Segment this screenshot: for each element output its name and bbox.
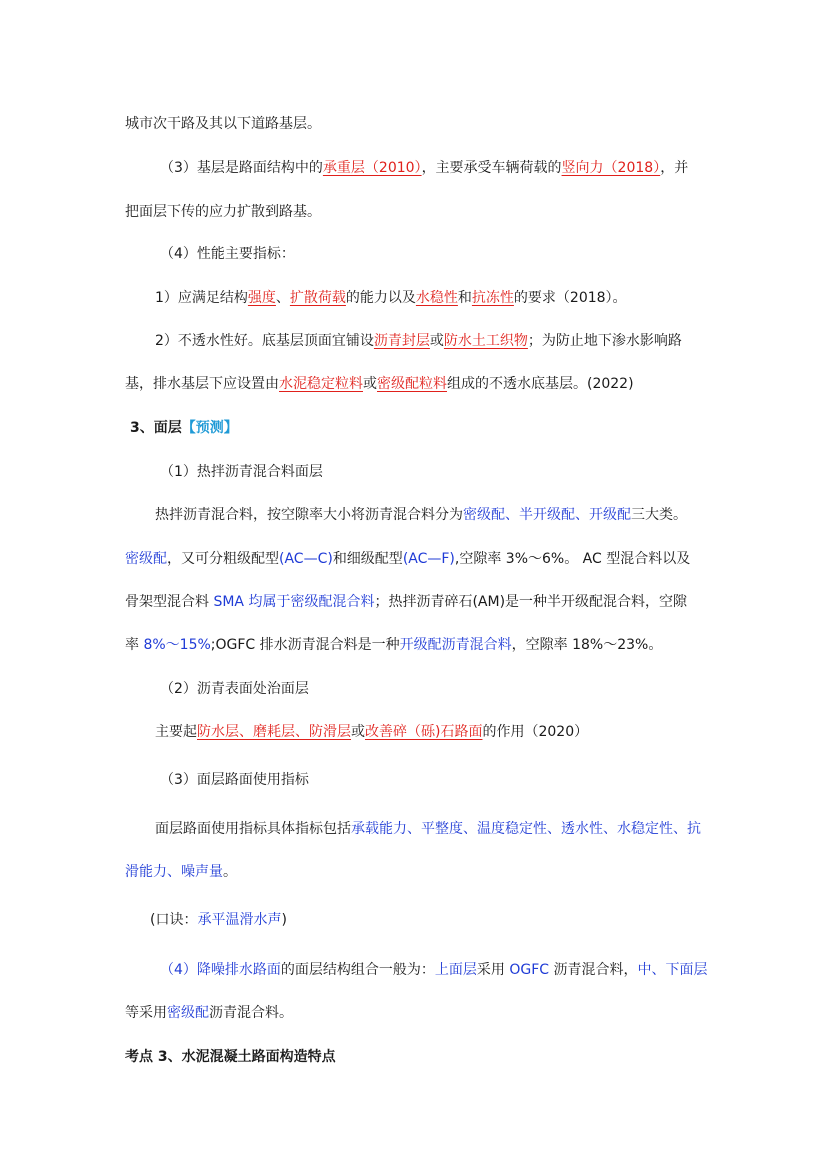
key-term-underlined: 承重层（2010） [322,160,422,176]
key-term-underlined: 防水土工织物 [443,333,528,349]
topic-heading [125,1047,336,1067]
key-term-underlined: 水稳性 [415,290,458,306]
highlight-term: 中、下面层 [637,962,708,978]
highlight-term: SMA 均属于密级配混合料 [213,594,375,610]
highlight-term: (AC—C) [279,551,333,567]
text-run: ；热拌沥青碎石(AM)是一种半开级配混合料，空隙 [374,594,688,610]
text-run: 主要起 [155,724,197,740]
paragraph-line [125,114,321,134]
key-term-underlined: 抗冻性 [471,290,514,306]
text-run: （2）沥青表面处治面层 [160,681,309,697]
text-run: 骨架型混合料 [125,594,214,610]
text-run: （4）性能主要指标： [160,246,295,262]
paragraph-line [155,331,682,351]
text-run: 考点 3、水泥混凝土路面构造特点 [125,1049,336,1065]
highlight-term: 上面层 [434,962,477,978]
paragraph-line [155,505,687,525]
text-run: （3）基层是路面结构中的 [160,160,323,176]
highlight-term: 开级配沥青混合料 [399,637,512,653]
paragraph-line [125,862,237,882]
text-run: 三大类。 [631,507,687,523]
paragraph-line [125,592,687,612]
key-term-underlined: 防水层、磨耗层、防滑层 [197,724,351,740]
highlight-term: 8%～15% [143,637,211,653]
text-run: ，主要承受车辆荷载的 [421,160,562,176]
paragraph-line [155,819,701,839]
text-run: ) [281,912,287,928]
text-run: 的作用（2020） [482,724,589,740]
text-run: ,空隙率 3%～6%。 AC 型混合料以及 [454,551,691,567]
key-term-underlined: 扩散荷载 [289,290,346,306]
paragraph-line [160,158,688,178]
paragraph-line [155,722,588,742]
text-run: 基，排水基层下应设置由 [125,376,279,392]
text-run: 把面层下传的应力扩散到路基。 [125,204,321,220]
highlight-term: 承载能力、平整度、温度稳定性、透水性、水稳定性、抗 [351,821,701,837]
text-run: 沥青混合料。 [209,1005,293,1021]
paragraph-line [125,635,662,655]
paragraph-line [125,202,321,222]
subsection-heading [160,770,309,790]
text-run: 和 [457,290,472,306]
paragraph-line [125,549,690,569]
paragraph-line [160,960,708,980]
text-run: ，空隙率 18%～23%。 [511,637,663,653]
text-run: 或 [429,333,444,349]
mnemonic-line [150,910,287,930]
text-run: 面层路面使用指标具体指标包括 [155,821,351,837]
text-run: 1）应满足结构 [155,290,248,306]
paragraph-line [155,288,627,308]
text-run: 或 [363,376,377,392]
key-term-underlined: 密级配粒料 [377,376,447,392]
highlight-term: 密级配、半开级配、开级配 [463,507,631,523]
text-run: 和细级配型 [332,551,403,567]
highlight-term: 承平温滑水声 [197,912,282,928]
key-term-underlined: 竖向力（2018） [561,160,661,176]
text-run: （3）面层路面使用指标 [160,772,309,788]
key-term-underlined: 强度 [247,290,276,306]
tag-label: 【预测】 [181,420,238,436]
text-run: 3、面层 [130,420,182,436]
text-run: 。 [223,864,237,880]
text-run: （1）热拌沥青混合料面层 [160,464,323,480]
subsection-heading [160,679,309,699]
text-run: 2）不透水性好。底基层顶面宜铺设 [155,333,374,349]
key-term-underlined: 改善碎（砾)石路面 [365,724,483,740]
text-run: 率 [125,637,144,653]
highlight-term: (AC—F) [402,551,455,567]
highlight-term: 滑能力、噪声量 [125,864,223,880]
text-run: (口诀： [150,912,198,928]
key-term-underlined: 沥青封层 [373,333,430,349]
subsection-heading [160,462,323,482]
text-run: 或 [351,724,365,740]
text-run: ;OGFC 排水沥青混合料是一种 [210,637,400,653]
text-run: 等采用 [125,1005,167,1021]
text-run: 城市次干路及其以下道路基层。 [125,116,321,132]
text-run: 热拌沥青混合料，按空隙率大小将沥青混合料分为 [155,507,463,523]
highlight-term: （4）降噪排水路面 [160,962,281,978]
paragraph-line [160,244,295,264]
paragraph-line [125,1003,293,1023]
text-run: 采用 [476,962,510,978]
highlight-term: OGFC [509,962,550,978]
text-run: ；为防止地下渗水影响路 [527,333,682,349]
section-heading [130,418,238,438]
text-run: 沥青混合料， [549,962,638,978]
paragraph-line [125,374,634,394]
text-run: 的面层结构组合一般为： [280,962,435,978]
text-run: ，又可分粗级配型 [167,551,279,567]
text-run: 的能力以及 [345,290,416,306]
highlight-term: 密级配 [167,1005,209,1021]
text-run: 、 [275,290,290,306]
highlight-term: 密级配 [125,551,167,567]
text-run: 组成的不透水底基层。(2022) [447,376,634,392]
text-run: 的要求（2018）。 [513,290,627,306]
text-run: ，并 [660,160,689,176]
key-term-underlined: 水泥稳定粒料 [279,376,363,392]
